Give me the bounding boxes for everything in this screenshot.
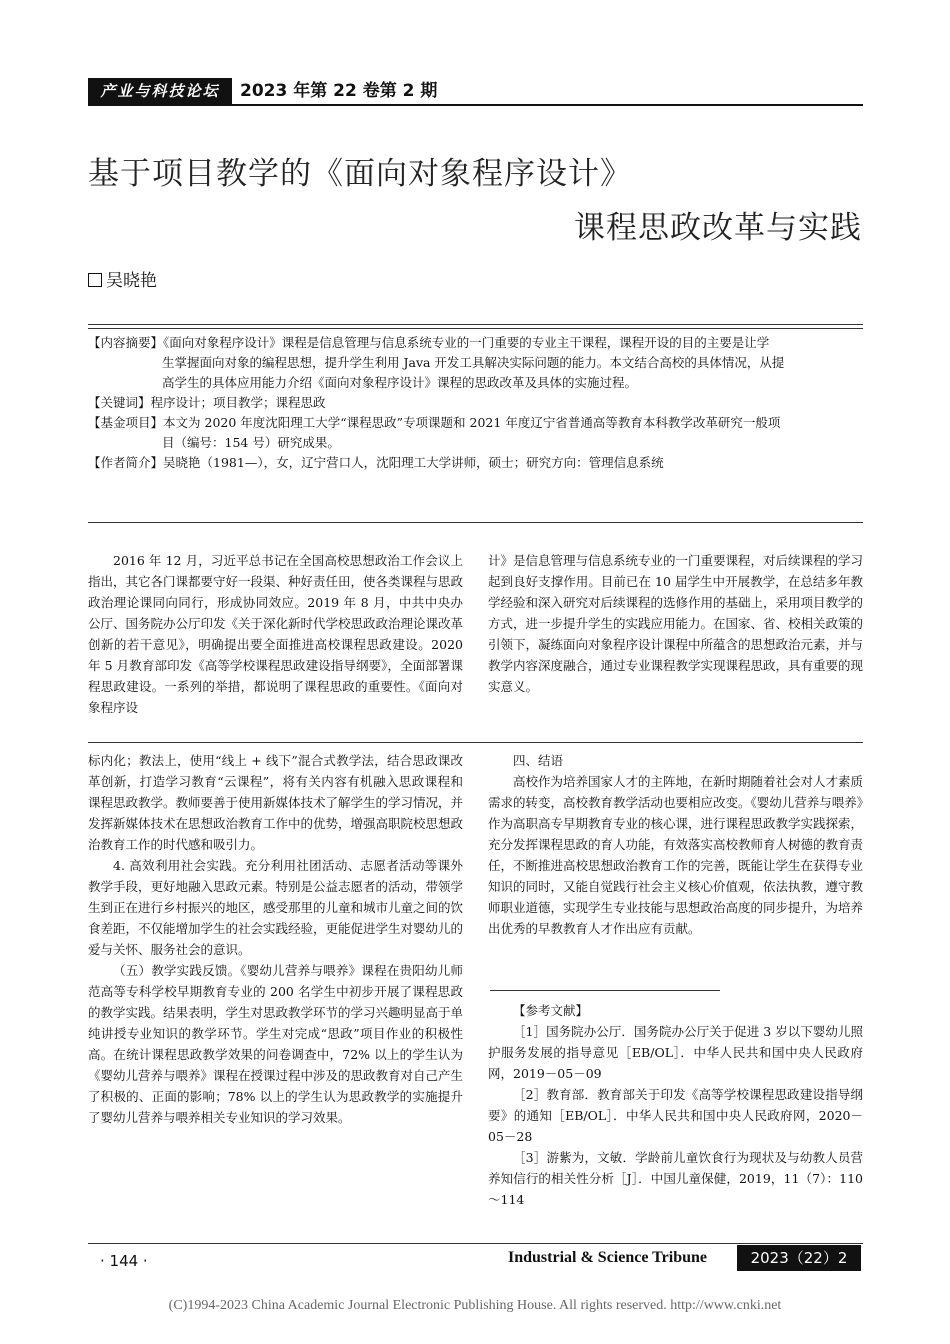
references-label: 【参考文献】 [513,1003,589,1018]
footer-issue-badge: 2023（22）2 [737,1245,861,1271]
keywords [88,393,863,413]
copyright-notice: (C)1994-2023 China Academic Journal Electronic Publishing House. All rights reserved. http://www.cnki.net [168,1298,782,1313]
journal-issue: 2023 年第 22 卷第 2 期 [240,81,438,101]
meta-bottom-rule [88,522,863,523]
meta-top-rule [88,324,863,325]
reference-3: ［3］游紫为，文敏．学龄前儿童饮食行为现状及与幼教人员营养知信行的相关性分析［J］．中国儿童保健，2019，11（7）：110～114 [488,1150,863,1207]
author-name: 吴晓艳 [106,271,157,291]
page-number: · 144 · [100,1252,148,1270]
body-left-paragraph-3: （五）教学实践反馈。《婴幼儿营养与喂养》课程在贵阳幼儿师范高等专科学校早期教育专业的 200 名学生中初步开展了课程思政的教学实践。结果表明，学生对思政教学环节的学习兴趣明显高于单纯讲授专业知识的教学环节。学生对完成“思政”项目作业的积极性高。在统计课程思政教学效果的问卷调查中，72% 以上的学生认为《婴幼儿营养与喂养》课程在授课过程中涉及的思政教育对自己产生了积极的、正面的影响；78% 以上的学生认为思政教学的实施提升了婴幼儿营养与喂养相关专业知识的学习效果。 [88,963,464,1125]
fund-label: 【基金项目】 [88,415,164,430]
body-right-column [488,750,863,939]
reference-1: ［1］国务院办公厅．国务院办公厅关于促进 3 岁以下婴幼儿照护服务发展的指导意见［EB/OL］．中华人民共和国中央人民政府网，2019－05－09 [488,1024,863,1081]
body-left-column [88,750,463,1128]
fund-line-1: 本文为 2020 年度沈阳理工大学“课程思政”专项课题和 2021 年度辽宁省普通高等教育本科教学改革研究一般项 [163,415,781,430]
abstract-label: 【内容摘要】 [88,335,164,350]
meta-block [88,333,863,473]
fund [88,413,863,433]
author-line [88,266,157,291]
reference-2: ［2］教育部．教育部关于印发《高等学校课程思政建设指导纲要》的通知［EB/OL］．中华人民共和国中央人民政府网，2020－05－28 [488,1087,863,1144]
body-left-paragraph-2: 4. 高效利用社会实践。充分利用社团活动、志愿者活动等课外教学手段，更好地融入思政元素。特别是公益志愿者的活动，带领学生到正在进行乡村振兴的地区，感受那里的儿童和城市儿童之间的饮食差距，不仅能增加学生的社会实践经验，更能促进学生对婴幼儿的爱与关怀、服务社会的意识。 [88,858,464,957]
intro-left-column [88,550,463,718]
title-line-2: 课程思政改革与实践 [574,210,862,246]
intro-right-column [488,550,863,697]
references [488,1000,863,1210]
section-divider [88,742,863,743]
keywords-text: 程序设计；项目教学；课程思政 [150,395,326,410]
abstract-line-1: 《面向对象程序设计》课程是信息管理与信息系统专业的一门重要的专业主干课程，课程开设的目的主要是让学 [163,335,770,350]
body-left-paragraph-1: 标内化；教法上，使用“线上 + 线下”混合式教学法，结合思政课改革创新，打造学习教育“云课程”，将有关内容有机融入思政课程和课程思政教学。教师要善于使用新媒体技术了解学生的学习情况，并发挥新媒体技术在思想政治教育工作中的优势，增强高职院校思想政治教育工作的时代感和吸引力。 [88,753,464,852]
intro-paragraph-right: 计》是信息管理与信息系统专业的一门重要课程，对后续课程的学习起到良好支撑作用。目前已在 10 届学生中开展教学，在总结多年教学经验和深入研究对后续课程的选修作用的基础上，采用项目教学的方式，进一步提升学生的实践应用能力。在国家、省、校相关政策的引领下，凝练面向对象程序设计课程中所蕴含的思想政治元素，并与教学内容深度融合，通过专业课程教学实现课程思政，具有重要的现实意义。 [488,553,864,694]
title-line-1: 基于项目教学的《面向对象程序设计》 [88,156,632,192]
fund-line-2: 目（编号：154 号）研究成果。 [162,435,340,450]
footer-rule [88,1243,863,1244]
meta-top-rule-2 [88,328,863,329]
author-bio [88,453,863,473]
bio-label: 【作者简介】 [88,455,164,470]
abstract-line-3: 高学生的具体应用能力介绍《面向对象程序设计》课程的思政改革及具体的实施过程。 [162,375,638,390]
header-rule [88,104,863,106]
abstract-line-2: 生掌握面向对象的编程思想，提升学生利用 Java 开发工具解决实际问题的能力。本文结合高校的具体情况，从提 [162,355,785,370]
keywords-label: 【关键词】 [88,395,151,410]
journal-name-english: Industrial & Science Tribune [508,1249,707,1266]
conclusion-heading: 四、结语 [513,753,564,768]
references-rule [490,990,720,991]
bio-text: 吴晓艳（1981—），女，辽宁营口人，沈阳理工大学讲师，硕士；研究方向：管理信息系统 [163,455,664,470]
intro-paragraph-left: 2016 年 12 月，习近平总书记在全国高校思想政治工作会议上指出，其它各门课都要守好一段渠、种好责任田，使各类课程与思政政治理论课同向同行，形成协同效应。2019 年 8 月，中共中央办公厅、国务院办公厅印发《关于深化新时代学校思政政治理论课改革创新的若干意见》，明确提出要全面推进高校课程思政建设。2020 年 5 月教育部印发《高等学校课程思政建设指导纲要》，全面部署课程思政建设。一系列的举措，都说明了课程思政的重要性。《面向对象程序设 [88,553,464,715]
journal-tag: 产业与科技论坛 [88,78,232,104]
abstract [88,333,863,353]
square-icon [88,273,102,287]
conclusion-paragraph: 高校作为培养国家人才的主阵地，在新时期随着社会对人才素质需求的转变，高校教育教学活动也要相应改变。《婴幼儿营养与喂养》作为高职高专早期教育专业的核心课，进行课程思政教学实践探索，充分发挥课程思政的育人功能，有效落实高校教师育人树德的教育责任，不断推进高校思想政治教育工作的完善，既能让学生在获得专业知识的同时，又能自觉践行社会主义核心价值观，依法执教，遵守教师职业道德，实现学生专业技能与思想政治高度的同步提升，为培养出优秀的早教教育人才作出应有贡献。 [488,774,864,936]
